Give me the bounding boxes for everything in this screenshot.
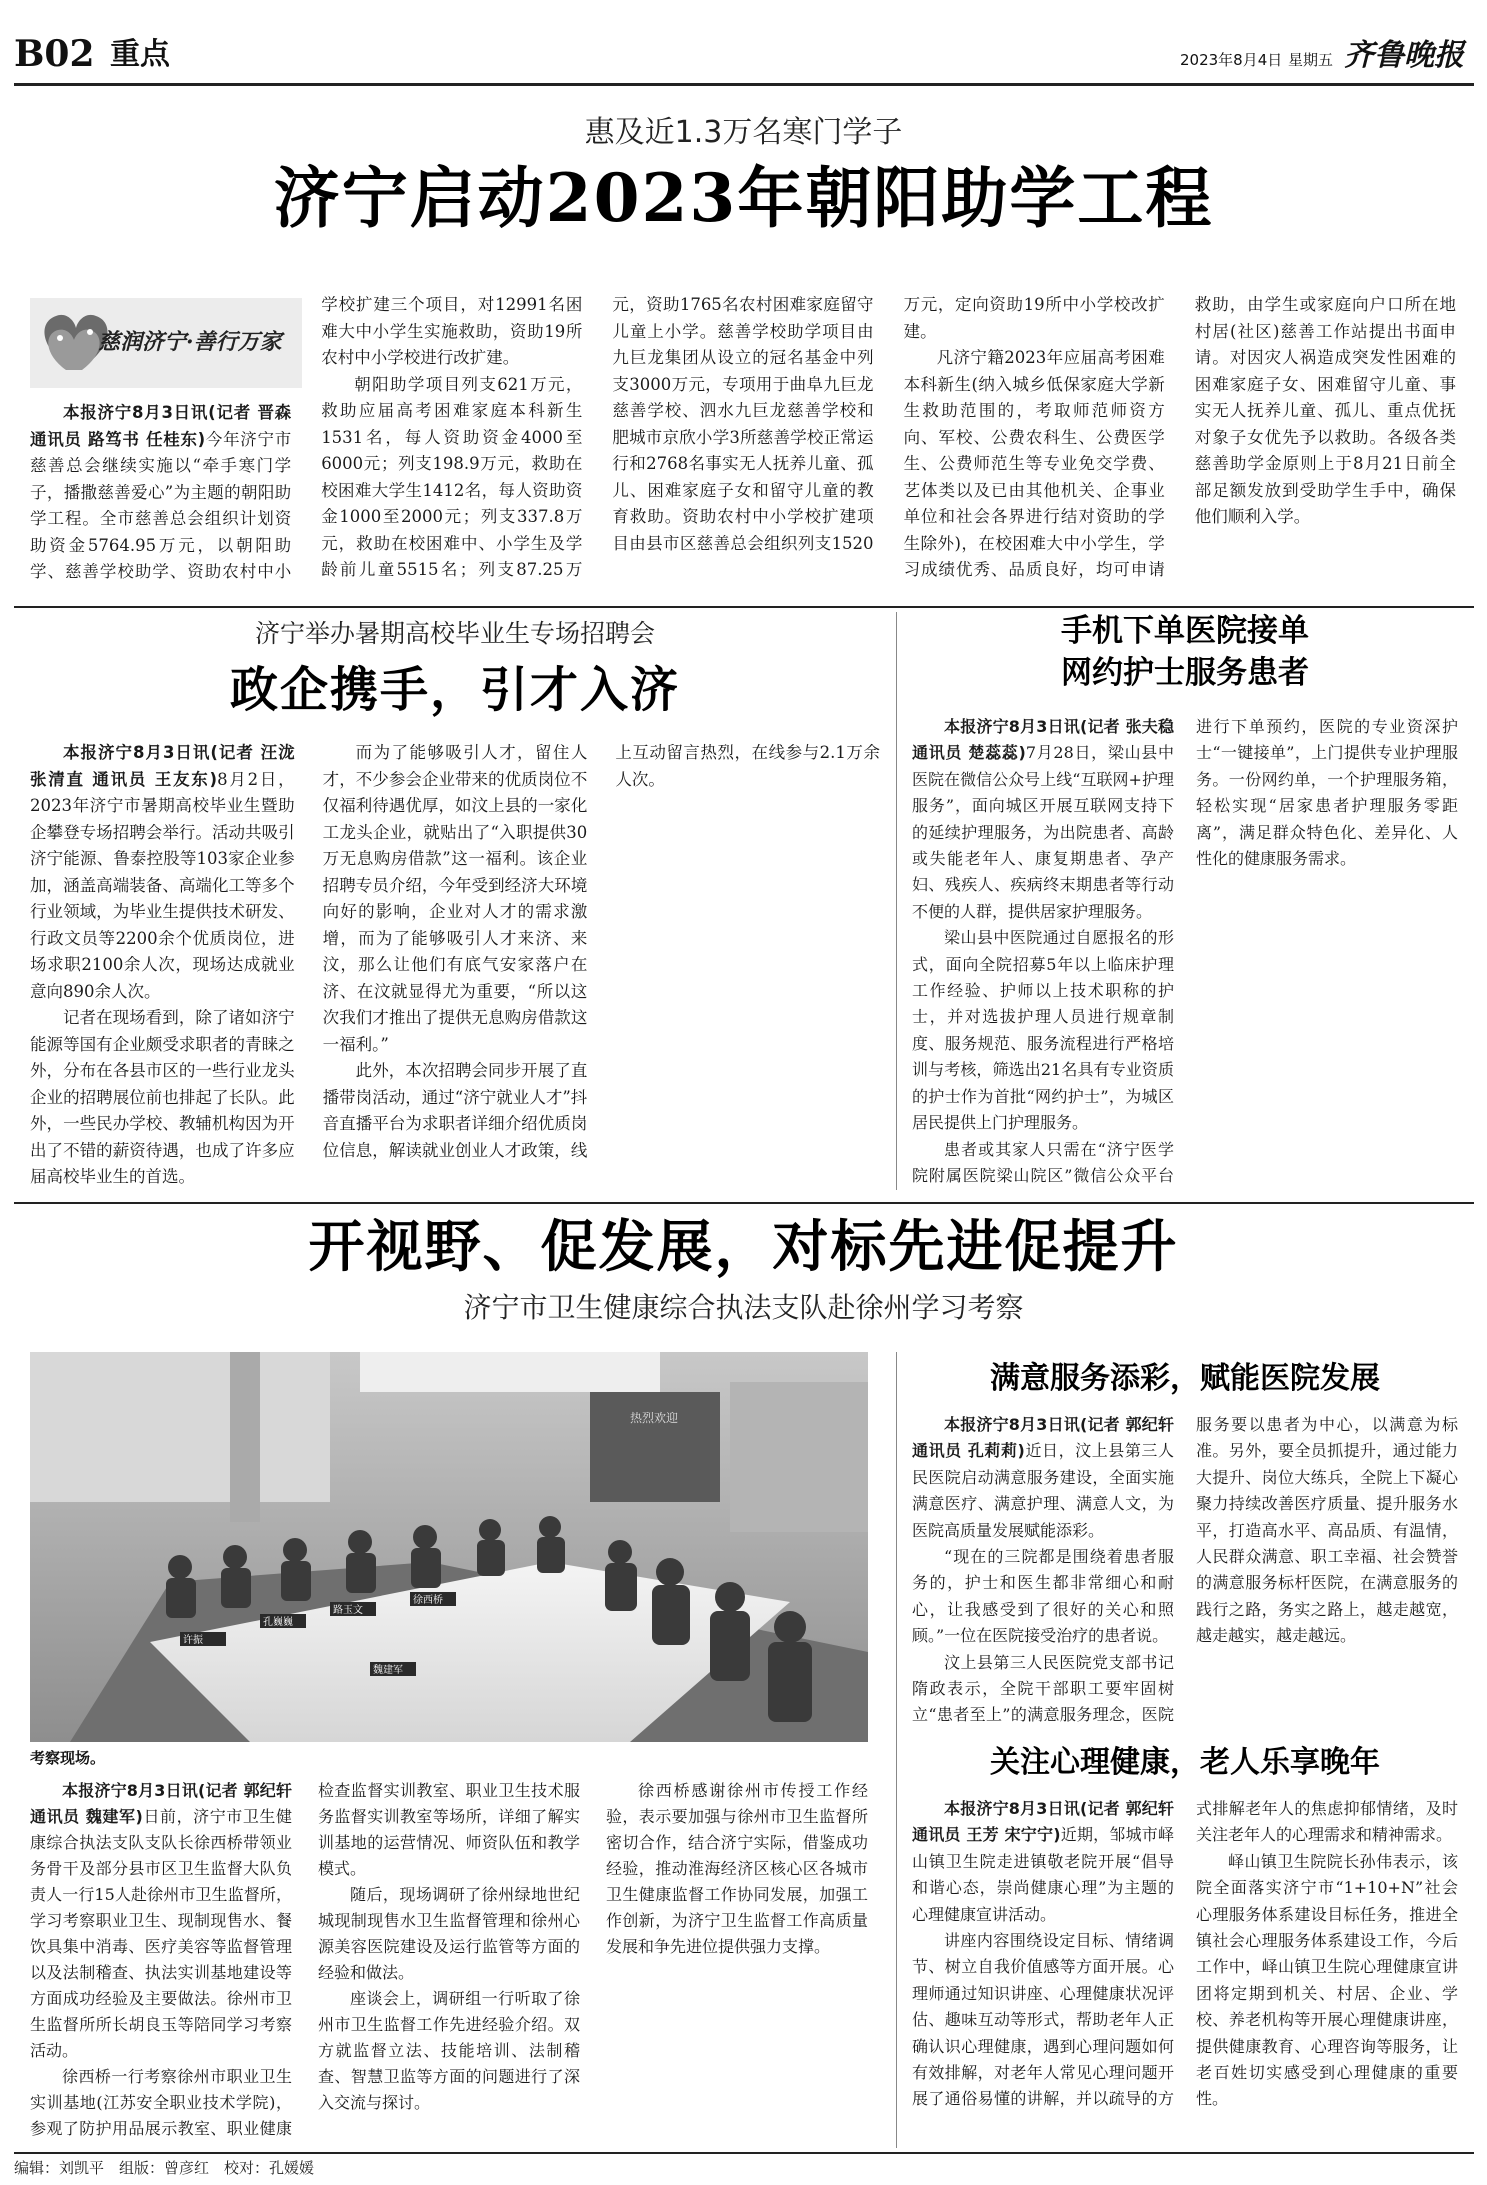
article5-paragraph: “现在的三院都是围绕着患者服务的，护士和医生都非常细心和耐心，让我感受到了很好的关心和照顾。”一位在医院接受治疗的患者说。 <box>912 1547 1174 1646</box>
article4-paragraph: 日前，济宁市卫生健康综合执法支队支队长徐西桥带领业务骨干及部分县市区卫生监督大队负责人一行15人赴徐州市卫生监督所，学习考察职业卫生、现制现售水、餐饮具集中消毒、医疗美容等监督管理以及法制稽查、执法实训基地建设等方面成功经验及主要做法。徐州市卫生监督所所长胡良玉等陪同学习考察活动。 <box>30 1807 292 2060</box>
section-name: 重点 <box>110 37 170 72</box>
article3-paragraph: 7月28日，梁山县中医院在微信公众号上线“互联网+护理服务”，面向城区开展互联网支持下的延续护理服务，为出院患者、高龄或失能老年人、康复期患者、孕产妇、残疾人、疾病终末期患者等行动不便的人群，提供居家护理服务。 <box>912 743 1174 921</box>
article1-paragraph: 今年济宁市慈善总会继续实施以“牵手寒门学子，播撒慈善爱心”为主题的朝阳助学工程。全市慈善总会组织计划资助资金5764.95万元，以朝阳助学、慈善学校助学、资助农村中小学校扩建三个项目，对12991名困难大中小学生实施救助，资助19所农村中小学校进行改扩建。 <box>30 295 583 581</box>
issue-weekday: 星期五 <box>1288 51 1334 69</box>
article2-paragraph: 而为了能够吸引人才，留住人才，不少参会企业带来的优质岗位不仅福利待遇优厚，如汶上县的一家化工龙头企业，就贴出了“入职提供30万无息购房借款”这一福利。该企业招聘专员介绍，今年受到经济大环境向好的影响，企业对人才的需求激增，而为了能够吸引人才来济、来汶，那么让他们有底气安家落户在济、在汶就显得尤为重要，“所以这次我们才推出了提供无息购房借款这一福利。” <box>322 743 588 1054</box>
nameplate: 路玉文 <box>333 1605 363 1616</box>
article4-byline: 本报济宁8月3日讯(记者 郭纪轩 通讯员 魏建军) <box>30 1781 292 1826</box>
article6-headline: 关注心理健康，老人乐享晚年 <box>990 1745 1380 1780</box>
article2-body <box>30 740 880 1192</box>
article6-body <box>912 1796 1458 2148</box>
column-divider <box>896 612 897 1190</box>
article1-byline: 本报济宁8月3日讯(记者 晋森 通讯员 路笃书 任桂东) <box>30 403 292 449</box>
article4-paragraph: 徐西桥感谢徐州市传授工作经验，表示要加强与徐州市卫生监督所密切合作，结合济宁实际，借鉴成功经验，推动淮海经济区核心区各城市卫生健康监督工作协同发展，加强工作创新，为济宁卫生监督工作高质量发展和争先进位提供强力支撑。 <box>606 1781 868 1956</box>
article4-paragraph: 徐西桥一行考察徐州市职业卫生实训基地(江苏安全职业技术学院)，参观了防护用品展示教室、职业健康检查监督实训教室、职业卫生技术服务监督实训教室等场所，详细了解实训基地的运营情况、师资队伍和教学模式。 <box>30 1781 580 2138</box>
article6-paragraph: 峄山镇卫生院院长孙伟表示，该院全面落实济宁市“1+10+N”社会心理服务体系建设目标任务，推进全镇社会心理服务体系建设工作，今后工作中，峄山镇卫生院心理健康宣讲团将定期到机关、村居、企业、学校、养老机构等开展心理健康讲座，提供健康教育、心理咨询等服务，让老百姓切实感受到心理健康的重要性。 <box>1196 1851 1458 2109</box>
article4-body <box>30 1778 868 2148</box>
footer-rule <box>14 2152 1474 2154</box>
meeting-room-photo <box>30 1352 868 1742</box>
article3-body <box>912 714 1458 1192</box>
article3-headline-line1: 手机下单医院接单 <box>1061 613 1309 649</box>
article2-paragraph: 此外，本次招聘会同步开展了直播带岗活动，通过“济宁就业人才”抖音直播平台为求职者详细介绍优质岗位信息，解读就业创业人才政策，线上互动留言热烈，在线参与2.1万余人次。 <box>322 743 880 1160</box>
page-header <box>14 30 1474 80</box>
issue-date: 2023年8月4日 <box>1180 51 1283 69</box>
article1-body <box>30 292 1456 592</box>
article1-paragraph: 朝阳助学项目列支621万元，救助应届高考困难家庭本科新生1531名，每人资助资金4000至6000元；列支198.9万元，救助在校困难大学生1412名，每人资助资金1000至2000元；列支337.8万元，救助在校困难中、小学生及学龄前儿童5515名；列支87.25万元，资助1765名农村困难家庭留守儿童上小学。慈善学校助学项目由九巨龙集团从设立的冠名基金中列支3000万元，专项用于曲阜九巨龙慈善学校、泗水九巨龙慈善学校和肥城市京欣小学3所慈善学校正常运行和2768名事实无人抚养儿童、孤儿、困难家庭子女和留守儿童的教育救助。资助农村中小学校扩建项目由县市区慈善总会组织列支1520万元，定向资助19所中小学校改扩建。 <box>321 295 1165 579</box>
column-divider <box>896 1352 897 2148</box>
nameplate: 魏建军 <box>373 1665 403 1676</box>
screen-welcome-text: 热烈欢迎 <box>630 1411 679 1425</box>
photo-caption: 考察现场。 <box>30 1749 106 1767</box>
article5-body <box>912 1412 1458 1732</box>
article5-paragraph: 近日，汶上县第三人民医院启动满意服务建设，全面实施满意医疗、满意护理、满意人文，为医院高质量发展赋能添彩。 <box>912 1441 1174 1540</box>
page-code: B02 <box>14 33 95 75</box>
nameplate: 徐西桥 <box>413 1595 443 1606</box>
article3-headline-line2: 网约护士服务患者 <box>1061 655 1309 691</box>
article2-headline: 政企携手，引才入济 <box>229 662 680 718</box>
article1-kicker: 惠及近1.3万名寒门学子 <box>584 115 903 150</box>
inspection-photo <box>30 1352 868 1742</box>
article4-headline: 开视野、促发展，对标先进促提升 <box>308 1214 1179 1280</box>
article3-paragraph: 梁山县中医院通过自愿报名的形式，面向全院招募5年以上临床护理工作经验、护师以上技术职称的护士，并对选拔护理人员进行规章制度、服务规范、服务流程进行严格培训与考核，筛选出21名具有专业资质的护士作为首批“网约护士”，为城区居民提供上门护理服务。 <box>912 928 1174 1133</box>
section-divider <box>14 1202 1474 1204</box>
article5-headline: 满意服务添彩，赋能医院发展 <box>990 1361 1380 1396</box>
article2-kicker: 济宁举办暑期高校毕业生专场招聘会 <box>254 619 655 648</box>
nameplate: 许振 <box>183 1635 203 1646</box>
article1-paragraph: 凡济宁籍2023年应届高考困难本科新生(纳入城乡低保家庭大学新生救助范围的，考取师范师资方向、军校、公费农科生、公费医学生、公费师范生等专业免交学费、艺体类以及已由其他机关、企事业单位和社会各界进行结对资助的学生除外)，在校困难大中小学生，学习成绩优秀、品质良好，均可申请救助，由学生或家庭向户口所在地村居(社区)慈善工作站提出书面申请。对因灾人祸造成突发性困难的困难家庭子女、困难留守儿童、事实无人抚养儿童、孤儿、重点优抚对象子女优先予以救助。各级各类慈善助学金原则上于8月21日前全部足额发放到受助学生手中，确保他们顺利入学。 <box>903 295 1456 579</box>
section-divider <box>14 606 1474 608</box>
paper-logo: 齐鲁晚报 <box>1344 38 1464 73</box>
article5-paragraph: 汶上县第三人民医院党支部书记隋政表示，全院干部职工要牢固树立“患者至上”的满意服务理念，医院服务要以患者为中心，以满意为标准。另外，要全员抓提升，通过能力大提升、岗位大练兵，全院上下凝心聚力持续改善医疗质量、提升服务水平，打造高水平、高品质、有温情，人民群众满意、职工幸福、社会赞誉的满意服务标杆医院，在满意服务的践行之路，务实之路上，越走越宽，越走越实，越走越远。 <box>912 1415 1458 1725</box>
charity-logo-text: 慈润济宁·善行万家 <box>98 329 282 355</box>
article6-byline: 本报济宁8月3日讯(记者 郭纪轩 通讯员 王芳 宋宁宁) <box>912 1799 1174 1845</box>
article6-paragraph: 讲座内容围绕设定目标、情绪调节、树立自我价值感等方面开展。心理师通过知识讲座、心理健康状况评估、趣味互动等形式，帮助老年人正确认识心理健康，遇到心理问题如何有效排解，对老年人常见心理问题开展了通俗易懂的讲解，并以疏导的方式排解老年人的焦虑抑郁情绪，及时关注老年人的心理需求和精神需求。 <box>912 1799 1458 2109</box>
nameplate: 孔巍巍 <box>263 1617 293 1628</box>
article4-paragraph: 随后，现场调研了徐州绿地世纪城现制现售水卫生监督管理和徐州心源美容医院建设及运行监管等方面的经验和做法。 <box>318 1885 580 1982</box>
article1-headline: 济宁启动2023年朝阳助学工程 <box>273 159 1214 237</box>
article4-paragraph: 座谈会上，调研组一行听取了徐州市卫生监督工作先进经验介绍。双方就监督立法、技能培训、法制稽查、智慧卫监等方面的问题进行了深入交流与探讨。 <box>318 1989 580 2112</box>
article2-paragraph: 8月2日，2023年济宁市暑期高校毕业生暨助企攀登专场招聘会举行。活动共吸引济宁能源、鲁泰控股等103家企业参加，涵盖高端装备、高端化工等多个行业领域，为毕业生提供技术研发、行政文员等2200余个优质岗位，进场求职2100余人次，现场达成就业意向890余人次。 <box>30 769 295 1001</box>
article6-paragraph: 近期，邹城市峄山镇卫生院走进镇敬老院开展“倡导和谐心态，崇尚健康心理”为主题的心理健康宣讲活动。 <box>912 1825 1174 1924</box>
footer-credits: 编辑：刘凯平 组版：曾彦红 校对：孔媛媛 <box>14 2159 315 2177</box>
article3-paragraph: 患者或其家人只需在“济宁医学院附属医院梁山院区”微信公众平台进行下单预约，医院的专业资深护士“一键接单”，上门提供专业护理服务。一份网约单，一个护理服务箱，轻松实现“居家患者护理服务零距离”，满足群众特色化、差异化、人性化的健康服务需求。 <box>912 717 1458 1185</box>
article2-byline: 本报济宁8月3日讯(记者 汪泷 张清直 通讯员 王友东) <box>30 743 295 789</box>
article3-byline: 本报济宁8月3日讯(记者 张夫稳 通讯员 楚蕊蕊) <box>912 717 1174 763</box>
article5-byline: 本报济宁8月3日讯(记者 郭纪轩 通讯员 孔莉莉) <box>912 1415 1174 1461</box>
article2-paragraph: 记者在现场看到，除了诸如济宁能源等国有企业颇受求职者的青睐之外，分布在各县市区的一些行业龙头企业的招聘展位前也排起了长队。此外，一些民办学校、教辅机构因为开出了不错的薪资待遇，也成了许多应届高校毕业生的首选。 <box>30 1008 295 1186</box>
header-rule <box>14 83 1474 86</box>
article4-subtitle: 济宁市卫生健康综合执法支队赴徐州学习考察 <box>463 1291 1024 1324</box>
